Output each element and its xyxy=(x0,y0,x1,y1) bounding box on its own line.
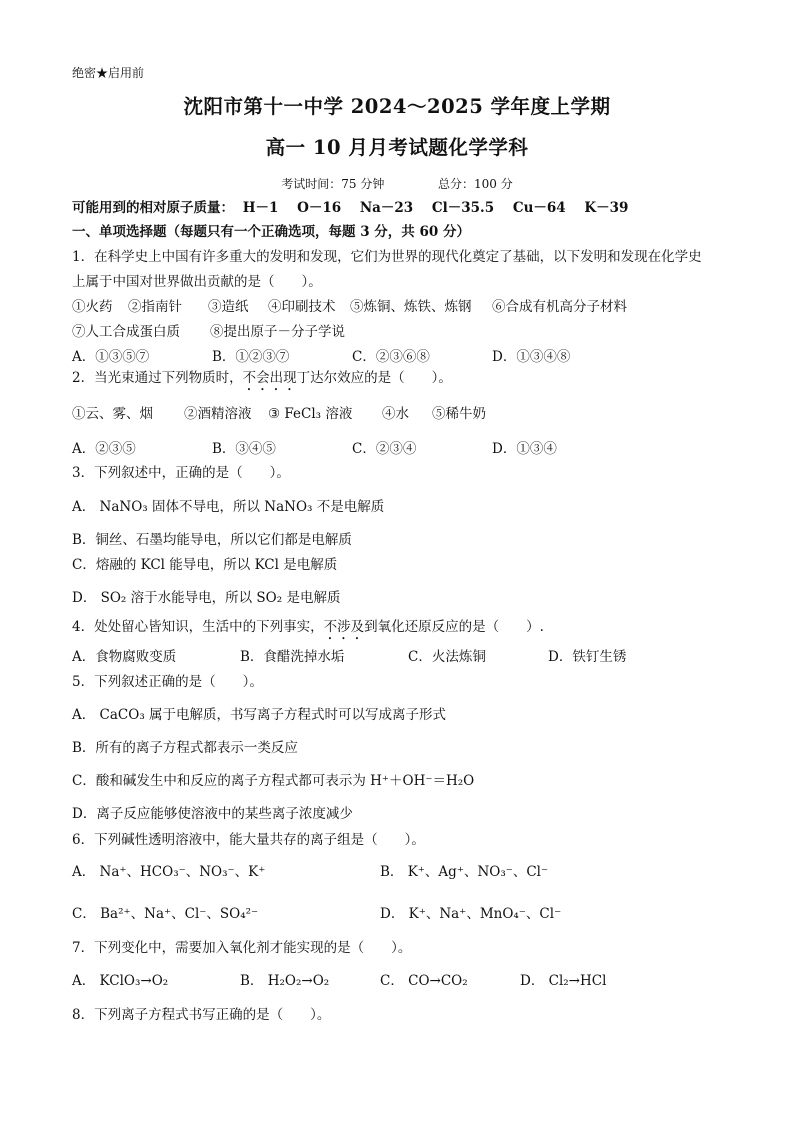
q1-item: ②指南针 xyxy=(128,299,182,315)
q2-option-d: D．①③④ xyxy=(492,441,557,457)
q2-stem-emphasis: 不会出现 xyxy=(242,370,297,386)
q6-option-d: D． K⁺、Na⁺、MnO₄⁻、Cl⁻ xyxy=(380,906,562,922)
q1-item: ①火药 xyxy=(72,299,113,315)
atomic-mass-item: Na－23 xyxy=(359,200,414,216)
q1-item: ③造纸 xyxy=(208,299,249,315)
q7-option-c: C． CO→CO₂ xyxy=(380,973,468,989)
confidential-mark: 绝密★启用前 xyxy=(72,66,145,80)
exam-subtitle: 高一 10 月月考试题化学学科 xyxy=(265,136,529,159)
q2-option-b: B．③④⑤ xyxy=(212,441,276,457)
total-score: 总分：100 分 xyxy=(438,177,513,191)
atomic-mass-label: 可能用到的相对原子质量： xyxy=(72,200,234,216)
atomic-mass-line xyxy=(72,198,642,218)
q5-stem: 5．下列叙述正确的是（ ）。 xyxy=(72,674,263,690)
q5-option-b: B．所有的离子方程式都表示一类反应 xyxy=(72,740,298,756)
q4-stem-pre: 4．处处留心皆知识，生活中的下列事实， xyxy=(72,619,324,635)
q4-option-a: A．食物腐败变质 xyxy=(72,649,177,665)
q1-item: ⑤炼铜、炼铁、炼钢 xyxy=(350,299,472,315)
exam-time: 考试时间：75 分钟 xyxy=(281,177,385,191)
q1-stem-line1: 1．在科学史上中国有许多重大的发明和发现，它们为世界的现代化奠定了基础，以下发明和发现在化学史 xyxy=(72,249,702,265)
q7-option-a: A． KClO₃→O₂ xyxy=(72,973,169,989)
q1-option-d: D．①③④⑧ xyxy=(492,349,571,365)
q3-stem: 3．下列叙述中，正确的是（ ）。 xyxy=(72,465,290,481)
q3-option-b: B．铜丝、石墨均能导电，所以它们都是电解质 xyxy=(72,532,352,548)
q7-option-b: B． H₂O₂→O₂ xyxy=(240,973,330,989)
q6-option-a: A． Na⁺、HCO₃⁻、NO₃⁻、K⁺ xyxy=(72,864,266,880)
q2-stem xyxy=(72,368,452,394)
q1-item: ⑧提出原子－分子学说 xyxy=(210,324,345,340)
atomic-mass-item: K－39 xyxy=(584,200,629,216)
q4-option-b: B．食醋洗掉水垢 xyxy=(240,649,345,665)
q1-item: ⑥合成有机高分子材料 xyxy=(492,299,627,315)
q2-item: ⑤稀牛奶 xyxy=(432,406,486,422)
q4-stem-emphasis: 不涉及 xyxy=(323,619,365,635)
q1-option-a: A．①③⑤⑦ xyxy=(72,349,150,365)
q7-stem: 7．下列变化中，需要加入氧化剂才能实现的是（ ）。 xyxy=(72,940,412,956)
exam-title: 沈阳市第十一中学 2024～2025 学年度上学期 xyxy=(183,95,611,118)
q3-option-d: D． SO₂ 溶于水能导电，所以 SO₂ 是电解质 xyxy=(72,590,341,606)
q8-stem: 8．下列离子方程式书写正确的是（ ）。 xyxy=(72,1007,331,1023)
q2-stem-post: 丁达尔效应的是（ ）。 xyxy=(296,370,452,386)
q2-stem-pre: 2．当光束通过下列物质时， xyxy=(72,370,243,386)
q2-option-c: C．②③④ xyxy=(352,441,417,457)
q2-item: ②酒精溶液 xyxy=(184,406,252,422)
q3-option-a: A． NaNO₃ 固体不导电，所以 NaNO₃ 不是电解质 xyxy=(72,499,385,515)
q2-item: ①云、雾、烟 xyxy=(72,406,153,422)
q5-option-a: A． CaCO₃ 属于电解质，书写离子方程式时可以写成离子形式 xyxy=(72,707,447,723)
atomic-mass-item: Cu－64 xyxy=(512,200,566,216)
q2-option-a: A．②③⑤ xyxy=(72,441,136,457)
section-heading: 一、单项选择题（每题只有一个正确选项，每题 3 分，共 60 分） xyxy=(72,224,470,240)
q1-stem-line2: 上属于中国对世界做出贡献的是（ ）。 xyxy=(72,274,322,290)
q3-option-c: C．熔融的 KCl 能导电，所以 KCl 是电解质 xyxy=(72,557,338,573)
q4-option-d: D．铁钉生锈 xyxy=(548,649,627,665)
q2-item: ④水 xyxy=(382,406,409,422)
q7-option-d: D． Cl₂→HCl xyxy=(520,973,607,989)
atomic-mass-item: H－1 xyxy=(242,200,279,216)
q6-option-c: C． Ba²⁺、Na⁺、Cl⁻、SO₄²⁻ xyxy=(72,906,259,922)
q6-stem: 6．下列碱性透明溶液中，能大量共存的离子组是（ ）。 xyxy=(72,832,425,848)
exam-info xyxy=(0,174,794,194)
q6-option-b: B． K⁺、Ag⁺、NO₃⁻、Cl⁻ xyxy=(380,864,549,880)
q5-option-c: C．酸和碱发生中和反应的离子方程式都可表示为 H⁺＋OH⁻＝H₂O xyxy=(72,773,475,789)
q1-option-c: C．②③⑥⑧ xyxy=(352,349,430,365)
q5-option-d: D．离子反应能够使溶液中的某些离子浓度减少 xyxy=(72,806,353,822)
q1-option-b: B．①②③⑦ xyxy=(212,349,290,365)
q4-option-c: C．火法炼铜 xyxy=(408,649,486,665)
atomic-mass-item: O－16 xyxy=(297,200,342,216)
q1-item: ⑦人工合成蛋白质 xyxy=(72,324,180,340)
atomic-mass-item: Cl－35.5 xyxy=(431,200,495,216)
q4-stem-post: 到氧化还原反应的是（ ）. xyxy=(364,619,544,635)
q4-stem xyxy=(72,617,544,643)
q2-item: ③ FeCl₃ 溶液 xyxy=(268,406,353,422)
q1-item: ④印刷技术 xyxy=(268,299,336,315)
